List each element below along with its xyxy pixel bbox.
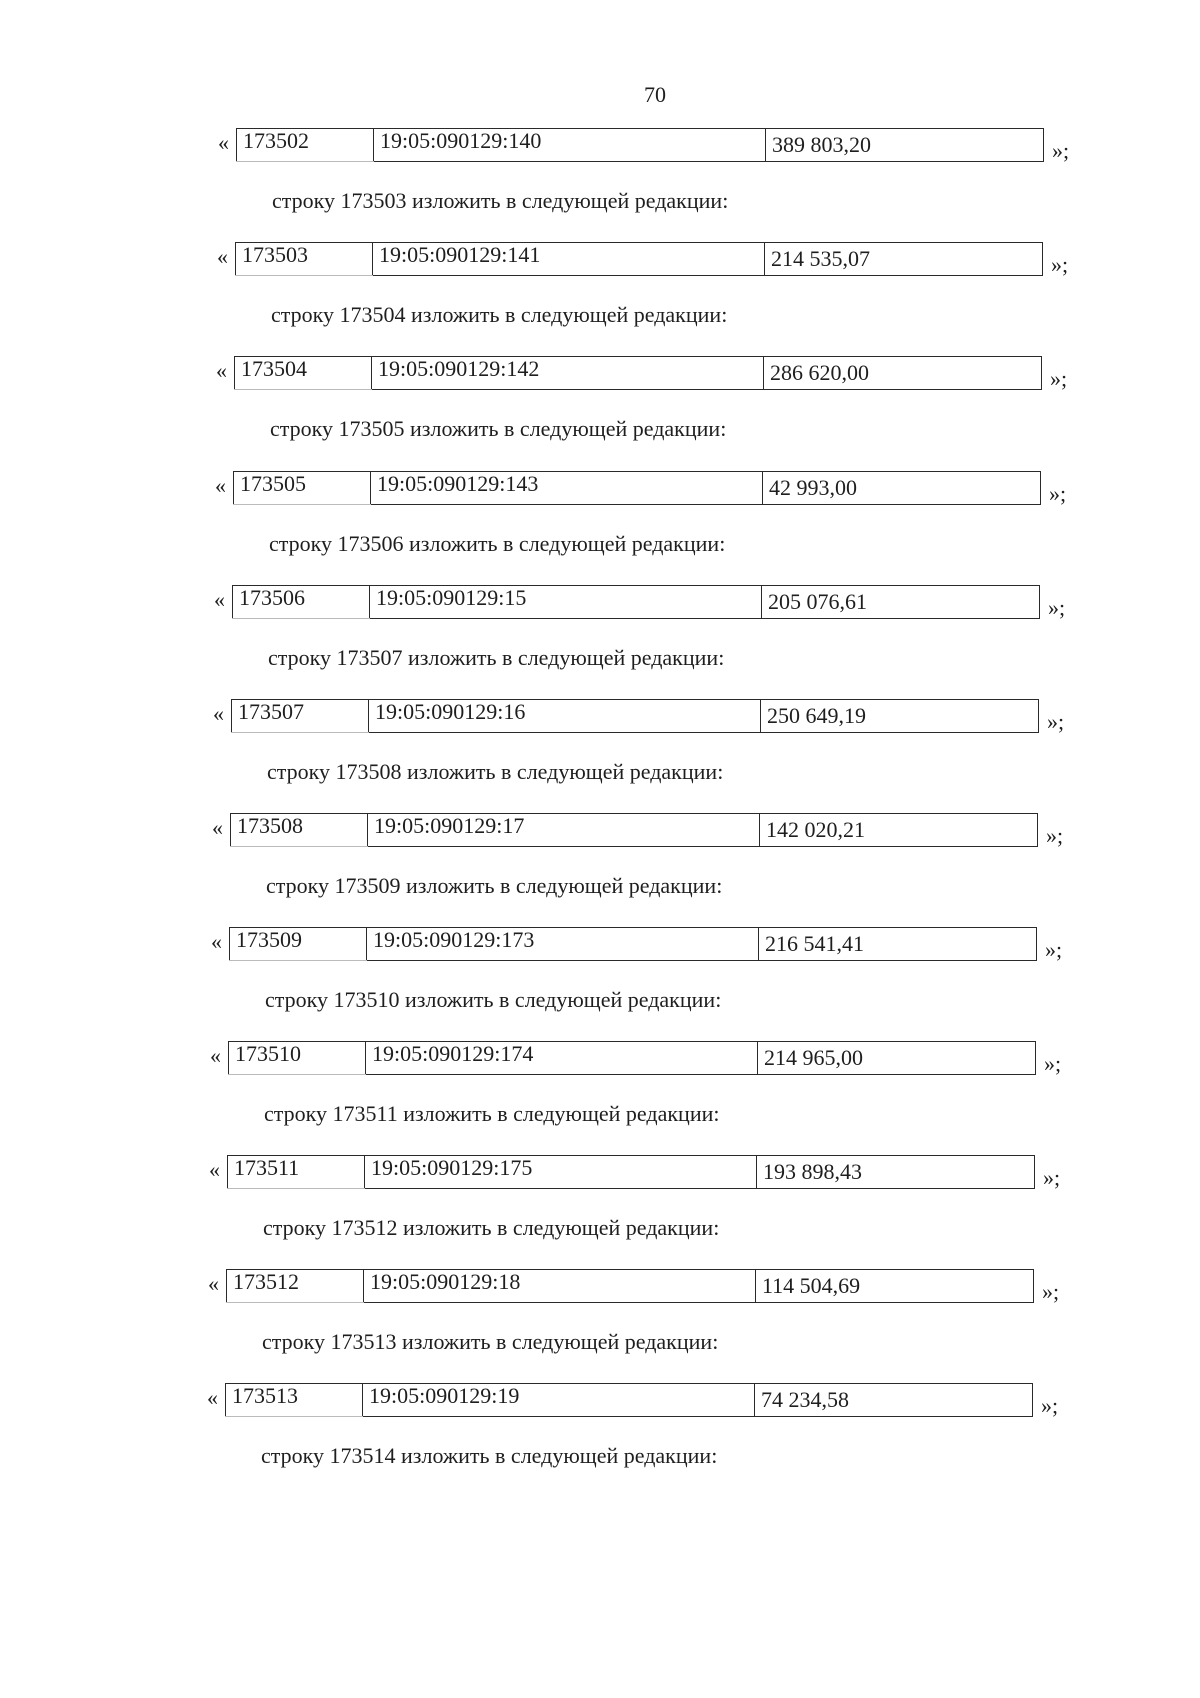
cadastral-value-cell: 193 898,43 bbox=[757, 1156, 1035, 1189]
cadastral-number-cell: 19:05:090129:141 bbox=[373, 243, 765, 276]
cadastral-value-cell: 205 076,61 bbox=[762, 586, 1040, 619]
closing-quote: »; bbox=[1045, 937, 1063, 962]
closing-quote: »; bbox=[1044, 1051, 1062, 1076]
cadastral-number-cell: 19:05:090129:16 bbox=[369, 700, 761, 733]
opening-quote: « bbox=[207, 1385, 218, 1410]
instruction-text: строку 173508 изложить в следующей редакции: bbox=[267, 759, 724, 784]
opening-quote: « bbox=[213, 701, 224, 726]
cadastral-number-cell: 19:05:090129:19 bbox=[363, 1384, 755, 1417]
record-table bbox=[226, 1269, 1034, 1303]
closing-quote: »; bbox=[1051, 252, 1069, 277]
cadastral-number-cell: 19:05:090129:18 bbox=[364, 1270, 756, 1303]
cadastral-value-cell: 250 649,19 bbox=[761, 700, 1039, 733]
record-id-cell: 173510 bbox=[229, 1042, 366, 1075]
record-id-cell: 173502 bbox=[237, 129, 374, 162]
closing-quote: »; bbox=[1048, 595, 1066, 620]
instruction-text: строку 173507 изложить в следующей редакции: bbox=[268, 645, 725, 670]
cadastral-value-cell: 216 541,41 bbox=[759, 928, 1037, 961]
instruction-text: строку 173513 изложить в следующей редакции: bbox=[262, 1329, 719, 1354]
record-table bbox=[236, 128, 1044, 162]
closing-quote: »; bbox=[1046, 823, 1064, 848]
cadastral-number-cell: 19:05:090129:15 bbox=[370, 586, 762, 619]
record-table bbox=[235, 242, 1043, 276]
cadastral-value-cell: 286 620,00 bbox=[764, 357, 1042, 390]
record-table bbox=[234, 356, 1042, 390]
instruction-text: строку 173504 изложить в следующей редакции: bbox=[271, 302, 728, 327]
opening-quote: « bbox=[215, 473, 226, 498]
instruction-text: строку 173510 изложить в следующей редакции: bbox=[265, 987, 722, 1012]
closing-quote: »; bbox=[1043, 1165, 1061, 1190]
instruction-text: строку 173514 изложить в следующей редакции: bbox=[261, 1443, 718, 1468]
closing-quote: »; bbox=[1047, 709, 1065, 734]
opening-quote: « bbox=[210, 1043, 221, 1068]
record-table bbox=[230, 813, 1038, 847]
opening-quote: « bbox=[212, 815, 223, 840]
closing-quote: »; bbox=[1050, 366, 1068, 391]
closing-quote: »; bbox=[1052, 138, 1070, 163]
cadastral-value-cell: 142 020,21 bbox=[760, 814, 1038, 847]
cadastral-value-cell: 42 993,00 bbox=[763, 472, 1041, 505]
record-table bbox=[227, 1155, 1035, 1189]
record-id-cell: 173508 bbox=[231, 814, 368, 847]
cadastral-number-cell: 19:05:090129:175 bbox=[365, 1156, 757, 1189]
instruction-text: строку 173512 изложить в следующей редакции: bbox=[263, 1215, 720, 1240]
opening-quote: « bbox=[216, 358, 227, 383]
record-id-cell: 173511 bbox=[228, 1156, 365, 1189]
record-id-cell: 173512 bbox=[227, 1270, 364, 1303]
cadastral-number-cell: 19:05:090129:143 bbox=[371, 472, 763, 505]
instruction-text: строку 173506 изложить в следующей редакции: bbox=[269, 531, 726, 556]
cadastral-value-cell: 389 803,20 bbox=[766, 129, 1044, 162]
record-id-cell: 173505 bbox=[234, 472, 371, 505]
record-table bbox=[231, 699, 1039, 733]
record-table bbox=[232, 585, 1040, 619]
record-id-cell: 173509 bbox=[230, 928, 367, 961]
closing-quote: »; bbox=[1049, 481, 1067, 506]
cadastral-value-cell: 214 965,00 bbox=[758, 1042, 1036, 1075]
opening-quote: « bbox=[209, 1157, 220, 1182]
instruction-text: строку 173505 изложить в следующей редакции: bbox=[270, 416, 727, 441]
opening-quote: « bbox=[214, 587, 225, 612]
opening-quote: « bbox=[211, 929, 222, 954]
record-id-cell: 173507 bbox=[232, 700, 369, 733]
closing-quote: »; bbox=[1041, 1393, 1059, 1418]
record-table bbox=[233, 471, 1041, 505]
page-number: 70 bbox=[644, 82, 666, 107]
record-table bbox=[229, 927, 1037, 961]
record-id-cell: 173504 bbox=[235, 357, 372, 390]
cadastral-number-cell: 19:05:090129:140 bbox=[374, 129, 766, 162]
cadastral-value-cell: 214 535,07 bbox=[765, 243, 1043, 276]
cadastral-value-cell: 114 504,69 bbox=[756, 1270, 1034, 1303]
opening-quote: « bbox=[217, 244, 228, 269]
cadastral-number-cell: 19:05:090129:174 bbox=[366, 1042, 758, 1075]
opening-quote: « bbox=[208, 1271, 219, 1296]
cadastral-value-cell: 74 234,58 bbox=[755, 1384, 1033, 1417]
instruction-text: строку 173509 изложить в следующей редакции: bbox=[266, 873, 723, 898]
cadastral-number-cell: 19:05:090129:173 bbox=[367, 928, 759, 961]
record-id-cell: 173506 bbox=[233, 586, 370, 619]
cadastral-number-cell: 19:05:090129:142 bbox=[372, 357, 764, 390]
record-id-cell: 173503 bbox=[236, 243, 373, 276]
record-table bbox=[228, 1041, 1036, 1075]
opening-quote: « bbox=[218, 130, 229, 155]
cadastral-number-cell: 19:05:090129:17 bbox=[368, 814, 760, 847]
instruction-text: строку 173503 изложить в следующей редакции: bbox=[272, 188, 729, 213]
instruction-text: строку 173511 изложить в следующей редакции: bbox=[264, 1101, 720, 1126]
record-id-cell: 173513 bbox=[226, 1384, 363, 1417]
record-table bbox=[225, 1383, 1033, 1417]
closing-quote: »; bbox=[1042, 1279, 1060, 1304]
